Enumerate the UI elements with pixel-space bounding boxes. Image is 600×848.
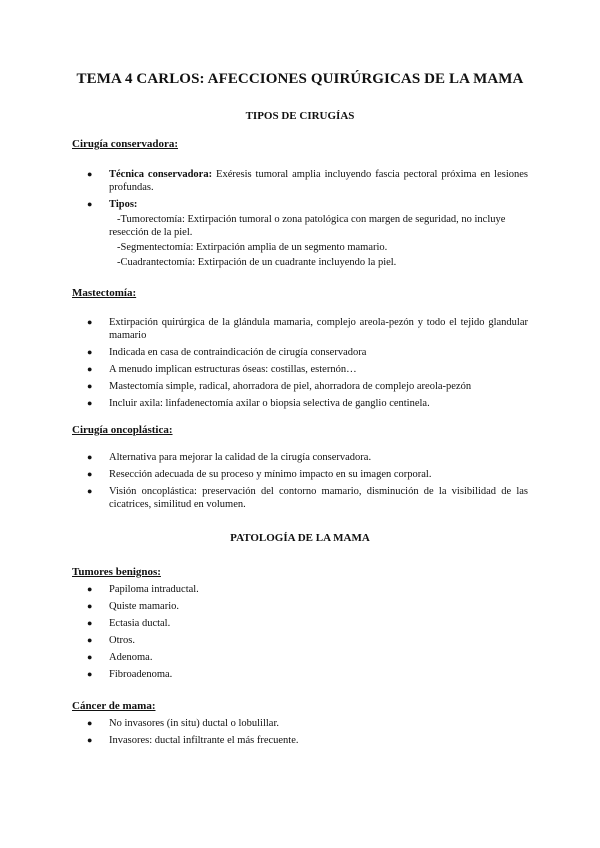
bullet-icon: ● [87, 398, 93, 409]
bullet-icon: ● [87, 618, 93, 628]
heading-mastectomia: Mastectomía: [72, 287, 137, 299]
list-benignos [72, 583, 528, 685]
section-title-patologia: PATOLOGÍA DE LA MAMA [230, 532, 370, 544]
list-conservadora [72, 168, 528, 212]
bullet-icon: ● [87, 601, 93, 611]
tipos-sublist [109, 213, 528, 269]
bullet-icon: ● [87, 364, 93, 375]
list-item [72, 168, 528, 195]
list-item: ● Adenoma. [87, 652, 153, 663]
list-cancer [72, 717, 528, 751]
bullet-icon: ● [87, 452, 93, 462]
list-mastectomia [72, 316, 528, 414]
bullet-icon: ● [87, 486, 93, 496]
tipo-item: -Segmentectomía: Extirpación amplia de un segmento mamario. [117, 241, 388, 253]
list-item: ● Alternativa para mejorar la calidad de la cirugía conservadora. [87, 452, 372, 463]
list-item: ● Incluir axila: linfadenectomía axilar o biopsia selectiva de ganglio centinela. [87, 398, 430, 410]
list-item: ● A menudo implican estructuras óseas: costillas, esternón… [87, 364, 357, 376]
list-item: ● Mastectomía simple, radical, ahorradora de piel, ahorradora de complejo areola-pezón [87, 381, 472, 393]
document-title: TEMA 4 CARLOS: AFECCIONES QUIRÚRGICAS DE LA MAMA [76, 71, 524, 87]
list-item: ● Fibroadenoma. [87, 669, 173, 680]
bullet-icon: ● [87, 652, 93, 662]
bullet-icon: ● [87, 735, 93, 745]
tipo-item: -Tumorectomía: Extirpación tumoral o zona patológica con margen de seguridad, no incluye resección de la piel. [109, 214, 506, 239]
list-item: ● Extirpación quirúrgica de la glándula mamaria, complejo areola-pezón y todo el tejido glandular mamario [87, 317, 528, 342]
bullet-icon: ● [87, 317, 93, 327]
list-item: ● Resección adecuada de su proceso y mínimo impacto en su imagen corporal. [87, 469, 432, 480]
tipos-label: Tipos: [109, 199, 138, 211]
heading-cancer-de-mama: Cáncer de mama: [72, 700, 156, 712]
list-item: ● Quiste mamario. [87, 601, 179, 612]
list-oncoplastica [72, 451, 528, 515]
heading-tumores-benignos: Tumores benignos: [72, 566, 161, 578]
list-item: ● No invasores (in situ) ductal o lobulillar. [87, 718, 280, 729]
tipo-item: -Cuadrantectomía: Extirpación de un cuadrante incluyendo la piel. [117, 256, 397, 268]
bullet-icon: ● [87, 199, 93, 210]
tecnica-text: Exéresis tumoral amplia incluyendo fascia pectoral próxima en lesiones profundas. [109, 169, 528, 194]
bullet-icon: ● [87, 381, 93, 392]
heading-cirugia-conservadora: Cirugía conservadora: [72, 138, 179, 150]
list-item: ● Invasores: ductal infiltrante el más frecuente. [87, 735, 299, 746]
list-item: ● Ectasia ductal. [87, 618, 171, 629]
list-item: ● Otros. [87, 635, 135, 646]
list-item: ● Visión oncoplástica: preservación del contorno mamario, disminución de la visibilidad de las cicatrices, similitud en volumen. [87, 486, 528, 511]
bullet-icon: ● [87, 169, 93, 179]
bullet-icon: ● [87, 469, 93, 479]
list-item: ● Indicada en casa de contraindicación de cirugía conservadora [87, 347, 367, 359]
list-item [72, 198, 528, 211]
list-item: ● Papiloma intraductal. [87, 584, 199, 595]
heading-cirugia-oncoplastica: Cirugía oncoplástica: [72, 424, 173, 436]
bullet-icon: ● [87, 669, 93, 679]
section-title-tipos: TIPOS DE CIRUGÍAS [245, 110, 355, 122]
tecnica-label: Técnica conservadora: [109, 169, 213, 180]
bullet-icon: ● [87, 718, 93, 728]
bullet-icon: ● [87, 635, 93, 645]
bullet-icon: ● [87, 347, 93, 358]
bullet-icon: ● [87, 584, 93, 594]
